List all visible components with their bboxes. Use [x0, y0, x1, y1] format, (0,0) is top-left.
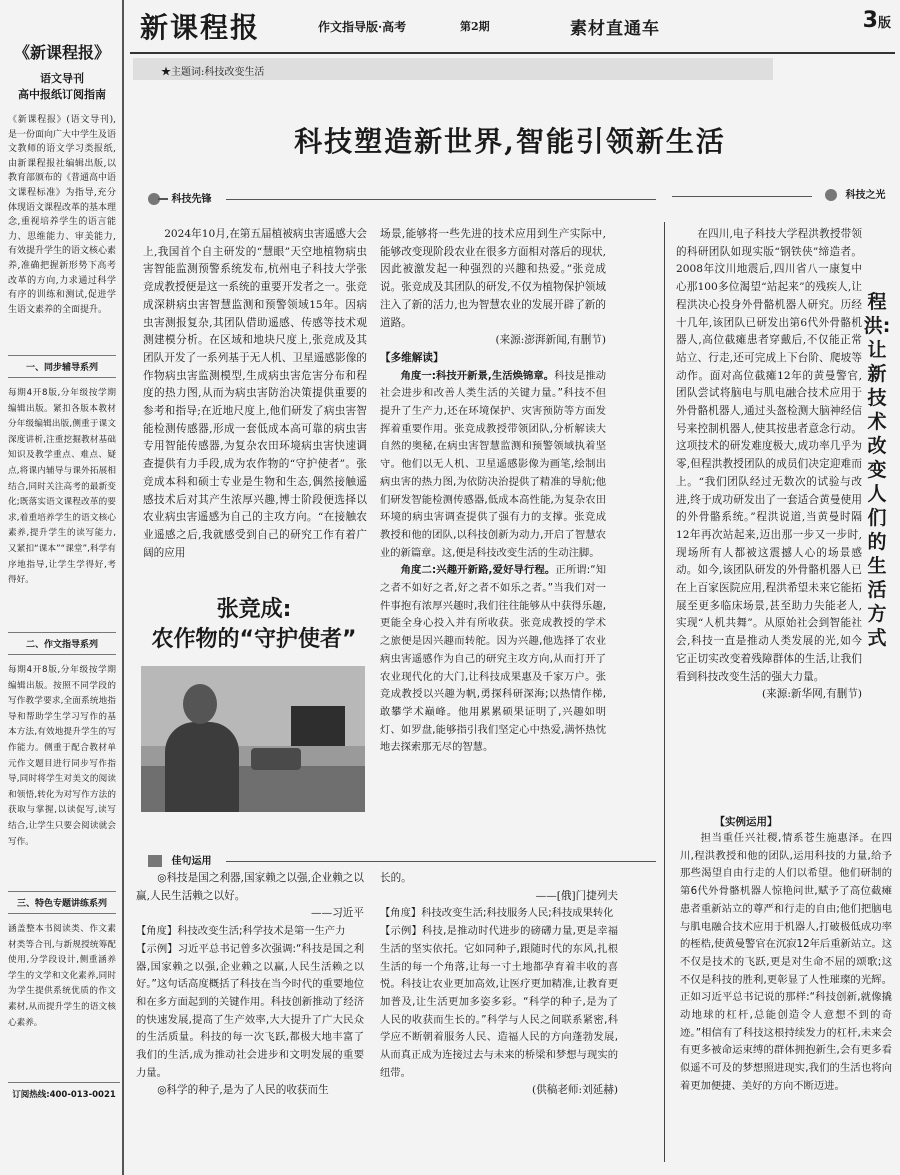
vertical-headline: 程洪:让新技术改变人们的生活方式 [863, 291, 891, 649]
section-rule [672, 196, 812, 197]
article-pioneer-col2: 场景,能够将一些先进的技术应用到生产实际中,能够改变现阶段农业在很多方面相对落后的现状,因此被激发起一种强烈的兴趣和热爱。”张竞成说。张竞成及其团队的研发,不仅为植物保护领域注入了新的活力,也为智慧农业的发展开辟了新的道路。 (来源:澎湃新闻,有删节) 【多维解读】 角度一:科技开新景,生活焕锦章。科技是推动社会进步和改善人类生活的关键力量。”科技不但提升了生产力,还在环境保护、灾害预防等方面发挥着重要作用。张竞成教授带领团队,分析解读大自然的奥秘,在病虫害智慧监测和预警领域执着坚守。他们以无人机、卫星遥感影像为画笔,绘制出病虫害的热力图,为依防决治提供了精准的导航;他们研发智能检测传感器,低成本高性能,为复杂农田环境的病虫害调查提供了强有力的支撑。张竞成教授和他的团队,以科技创新为动力,开启了智慧农业的新篇章。这,便是科技改变生活的生动注脚。 角度二:兴趣开新路,爱好导行程。正所谓:“知之者不如好之者,好之者不如乐之者。”当我们对一件事抱有浓厚兴趣时,我们往往能够从中获得乐趣,更能全身心投入并有所收获。张竞成教授的学术之旅便是因兴趣而转舵。因为兴趣,他选择了农业病虫害遥感作为自己的研究主攻方向,从而打开了农业现代化的大门,让科技成果惠及千家万户。张竞成教授以兴趣为帆,勇探科研深海;以热情作梯,敢攀学术巅峰。他用累累硕果证明了,兴趣如明灯、如罗盘,能够指引我们坚定心中热爱,满怀热忱地去探索那无尽的智慧。 [380, 228, 606, 754]
ornament-icon [820, 187, 842, 203]
edition-label: 作文指导版·高考 [318, 20, 407, 34]
section-tag-light: 科技之光 [820, 186, 885, 203]
sidebar-section-sync: 一、同步辅导系列 [8, 355, 116, 378]
ornament-icon [146, 191, 168, 207]
sidebar-section-writing: 二、作文指导系列 [8, 632, 116, 655]
theme-banner: ★主题词:科技改变生活 [133, 58, 773, 80]
sidebar-title: 《新课程报》 [13, 43, 110, 62]
sidebar-intro: 《新课程报》(语文导刊),是一份面向广大中学生及语文教师的语文学习类报纸,由新课程报社编辑出版,以教育部颁布的《普通高中语文课程标准》为指导,充分体现语文课程改革的基本理念,重视培养学生的语言能力、思维能力、审美能力,有效提升学生的语文核心素养,准确把握新形势下高考改革的方向,力求通过科学有序的训练和测试,促进学生语文素养的全面提升。 [8, 115, 116, 315]
issue-number: 第2期 [460, 20, 490, 33]
page-number: 3版 [862, 8, 891, 33]
example-box-title: 【实例运用】 [714, 816, 778, 828]
example-box: 担当重任兴社稷,情系苍生施惠泽。在四川,程洪教授和他的团队,运用科技的力量,给予那些渴望自由行走的人们以希望。他们研制的第6代外骨骼机器人惊艳问世,赋予了高位截瘫患者重新站立的尊严和行走的自由;他们把脑电与肌电融合技术应用于机器人,打破极低成功率的桎梏,使黄曼警官在沉寂12年后重新站立。这不仅是技术的飞跃,更是对生命不屈的颂歌;这不仅是科技的胜利,更彰显了人性璀璨的光辉。正如习近平总书记说的那样:“科技创新,就像撬动地球的杠杆,总能创造令人意想不到的奇迹。”相信有了科技这根持续发力的杠杆,未来会有更多被命运束缚的群体拥抱新生,会有更多看似遥不可及的梦想照进现实,我们的生活也将向着更加便捷、美好的方向不断迈进。 [680, 832, 892, 1092]
sidebar-special-body: 涵盖整本书阅读类、作文素材类等合刊,与新规授统筹配使用,分学段设计,侧重涵养学生的文学和文化素养,同时为学生提供系统优质的作文素材,从而提升学生的语文核心素养。 [8, 924, 116, 1028]
sidebar [2, 0, 124, 1175]
column-divider [664, 222, 665, 1162]
subscription-hotline: 订阅热线:400-013-0021 [8, 1082, 120, 1100]
masthead [130, 4, 895, 54]
section-rule [226, 861, 656, 862]
ornament-icon [146, 853, 168, 869]
sidebar-subtitle-2: 高中报纸订阅指南 [18, 88, 106, 101]
page-title: 科技塑造新世界,智能引领新生活 [294, 125, 726, 158]
sidebar-writing-body: 每期4开8版,分年级按学期编辑出版。按照不同学段的写作教学要求,全面系统地指导和帮助学生学习写作的基本方法,有效地提升学生的写作能力。侧重于配合教材单元作文题目进行同步写作指导,同时将学生对美文的阅读和领悟,转化为对写作方法的获取与掌握,以读促写,读写结合,让学生只要会阅读就会写作。 [8, 665, 116, 847]
article-pioneer-col1: 2024年10月,在第五届植被病虫害遥感大会上,我国首个自主研发的“慧眼”天空地植物病虫害智能监测预警系统发布,杭州电子科技大学张竞成教授便是这一系统的重要开发者之一。张竞成深耕病虫害智慧监测和预警领域15年。因病虫害测报复杂,其团队借助遥感、传感等技术观测建模分析。在区域和地块尺度上,张竞成及其团队开发了一系列基于无人机、卫星遥感影像的作物病虫害监测模型,生成病虫害危害分布和程度的热力图,从而为病虫害防治决策提供重要的参考和指导;在近地尺度上,他们研发了病虫害智能检测传感器,形成一套低成本高可靠的病虫害专用智能传感器,为复杂农田环境病虫害快速调查提供有力手段,成为农作物的“守护使者”。张竞成本科和硕士专业是生物和生态,偶然接触遥感技术后对其产生浓厚兴趣,博士阶段便选择以农业病虫害遥感为自己的主攻方向。“在接触农业遥感之后,我就感受到自己的研究工作有着广阔的应用 [143, 228, 367, 559]
quote-block-1: ◎科技是国之利器,国家赖之以强,企业赖之以赢,人民生活赖之以好。 ——习近平 【角度】科技改变生活;科学技术是第一生产力 【示例】习近平总书记曾多次强调:“科技是国之利器,国家赖之以强,企业赖之以赢,人民生活赖之以好。”这句话高度概括了科技在当今时代的重要地位和在多方面起到的关键作用。科技创新推动了经济的快速发展,提高了生产效率,大大提升了广大民众的生活质量。科技的每一次飞跃,都极大地丰富了我们的生活,成为推动社会进步和文明发展的重要力量。 ◎科学的种子,是为了人民的收获而生 [136, 872, 364, 1097]
newspaper-title: 新课程报 [140, 11, 261, 44]
researcher-photo [141, 666, 365, 812]
section-tag-pioneer: 科技先锋 [146, 190, 211, 207]
section-rule [226, 199, 656, 200]
article-light: 在四川,电子科技大学程洪教授带领的科研团队如现实版“钢铁侠”缔造者。2008年汶川地震后,四川省八一康复中心那100多位渴望“站起来”的残疾人,让程洪决心投身外骨骼机器人研究。历经十几年,该团队已研发出第6代外骨骼机器人,高位截瘫患者穿戴后,不仅能正常站立、行走,还可完成上下台阶、爬坡等动作。面对高位截瘫12年的黄曼警官,团队尝试将脑电与肌电融合技术应用于外骨骼机器人,通过头盔检测大脑神经信号来控制机器人,使其按患者意念行动。这项技术的研发难度极大,成功率几乎为零,但程洪教授团队的成员们决定迎难而上。“我们团队经过无数次的试验与改进,终于成功研发出了一套适合黄曼使用的外骨骼系统。”程洪说道,当黄曼时隔12年再次站起来,迈出那一步又一步时,现场所有人都被这震撼人心的场景感动。如今,该团队研发的外骨骼机器人已在上百家医院应用,程洪希望未来它能拓展至更多临床场景,甚至助力失能老人,实现“人机共舞”。从原始社会到智能社会,科技一直是推动人类发展的光,如今它正切实改变着残障群体的生活,让我们看到科技改变生活的强大力量。 (来源:新华网,有删节) [676, 228, 862, 701]
sidebar-subtitle-1: 语文导刊 [40, 72, 84, 85]
sidebar-sync-body: 每期4开8版,分年级按学期编辑出版。紧扣各版本教材分年级编辑出版,侧重于课文深度讲析,注重挖掘教材基础知识及教学重点、难点、疑点,将课内辅导与课外拓展相结合,同时关注高考的最新变化;既落实语文课程改革的要求,着重培养学生的语文核心素养,提升学生的读写能力,又紧扣“课本”“课堂”,科学有序地指导,让学生学得好,考得好。 [8, 388, 116, 586]
section-name: 素材直通车 [570, 19, 660, 39]
sidebar-section-special: 三、特色专题讲练系列 [8, 891, 116, 914]
section-tag-quotes: 佳句运用 [146, 852, 211, 869]
quote-block-2: 长的。 ——[俄]门捷列夫 【角度】科技改变生活;科技服务人民;科技成果转化 【示例】科技,是推动时代进步的磅礴力量,更是幸福生活的坚实依托。它如同种子,跟随时代的东风,扎根生活的每一个角落,让每一寸土地都孕育着丰收的喜悦。科技让农业更加高效,让医疗更加精准,让教育更加普及,让生活更加多姿多彩。“科学的种子,是为了人民的收获而生长的。”科学与人民之间联系紧密,科学应不断朝着服务人民、造福人民的方向蓬勃发展,从而真正成为连接过去与未来的桥梁和梦想与现实的纽带。 (供稿老师:刘延赫) [380, 872, 618, 1097]
profile-heading: 张竞成: 农作物的“守护使者” [151, 597, 357, 652]
